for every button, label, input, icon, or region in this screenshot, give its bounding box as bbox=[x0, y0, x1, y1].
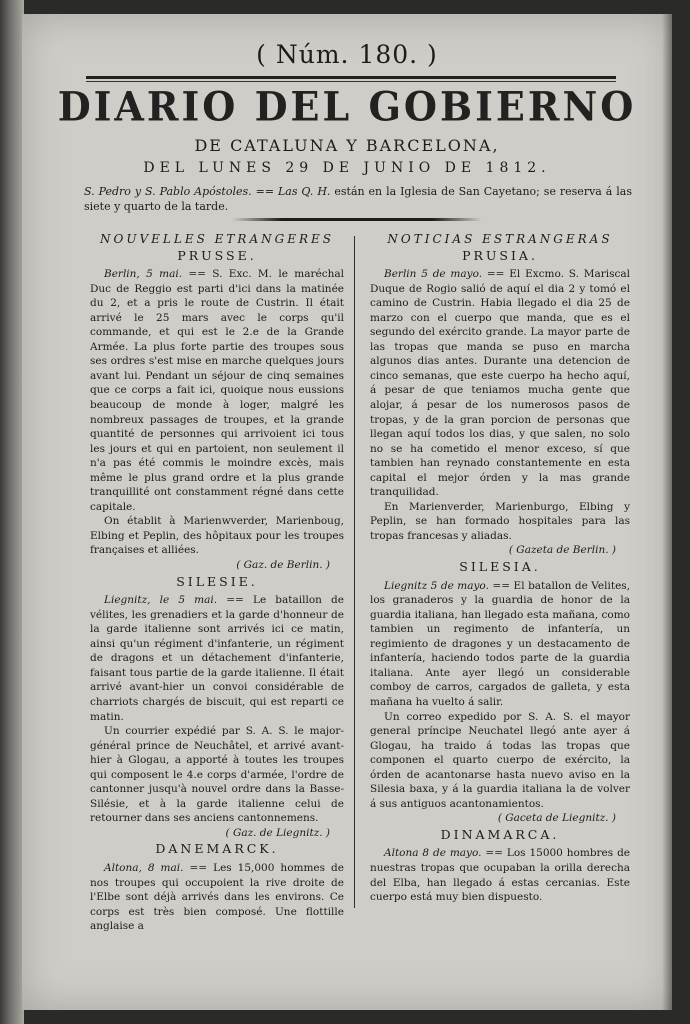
notice-separator: == bbox=[251, 185, 278, 198]
article-paragraph bbox=[370, 710, 630, 812]
section-title: DINAMARCA. bbox=[440, 826, 560, 842]
article-dateline: Liegnitz 5 de mayo. bbox=[384, 579, 489, 592]
article-dateline: Berlin, 5 mai. bbox=[104, 268, 183, 281]
right-column-spanish bbox=[370, 228, 630, 905]
article-paragraph bbox=[90, 724, 344, 826]
article-text: == Los 15000 hombres de nuestras tropas que ocupaban la orilla derecha del Elba, han llegado á estas cercanias. Este cuerpo está muy bien dispuesto. bbox=[370, 847, 630, 904]
article-text: == Le bataillon de vélites, les grenadiers et la garde d'honneur de la garde italienne sont arrivés ici ce matin, ainsi qu'un régiment d'infanterie, un régiment de dragons et un détachement d'infanterie, faisant tous partie de la garde italienne. Il était arrivé avant-hier un convoi considérable de charriots chargés de biscuit, qui est reparti ce matin. bbox=[90, 594, 344, 723]
article-source: ( Gaceta de Liegnitz. ) bbox=[497, 812, 616, 825]
notice-saints: S. Pedro y S. Pablo Apóstoles. bbox=[84, 185, 252, 198]
article-paragraph bbox=[90, 593, 344, 724]
article-paragraph bbox=[370, 500, 630, 544]
notice-forty-hours: Las Q. H. bbox=[277, 185, 331, 198]
article-dateline: Altona, 8 mai. bbox=[104, 861, 184, 874]
right-column-heading: NOTICIAS ESTRANGERAS bbox=[387, 232, 613, 246]
article-text: Un correo expedido por S. A. S. el mayor general príncipe Neuchatel llegó ante ayer á Glogau, ha traido á todas las tropas que componen el quarto cuerpo de exército, la órden de acantonarse hasta nuevo aviso en la Silesia baxa, y á la guardia italiana la de volver á sus antiguos acantonamientos. bbox=[370, 710, 630, 810]
article-paragraph bbox=[90, 861, 344, 934]
newspaper-page bbox=[22, 14, 672, 1010]
header-rule-top-thin bbox=[86, 81, 616, 82]
issue-number: ( Núm. 180. ) bbox=[256, 40, 438, 69]
article-source: ( Gaz. de Liegnitz. ) bbox=[225, 826, 330, 839]
article-paragraph bbox=[370, 267, 630, 500]
notice-text: están en la Iglesia de San Cayetano; se reserva á las siete y quarto de la tarde. bbox=[84, 185, 633, 213]
article-paragraph bbox=[370, 579, 630, 710]
article-source: ( Gazeta de Berlin. ) bbox=[508, 544, 616, 557]
article-text: Un courrier expédié par S. A. S. le major-général prince de Neuchâtel, et arrivé avant-hier à Glogau, a apporté à toutes les troupes qui composent le 4.e corps d'armée, l'ordre de cantonner jusqu'à nouvel ordre dans la Basse-Silésie, et à la garde italienne celui de retourner dans ses anciens cantonnemens. bbox=[90, 725, 344, 825]
section-title: SILESIA. bbox=[459, 559, 541, 575]
ornamental-divider bbox=[232, 218, 482, 221]
header-rule-top bbox=[86, 76, 616, 79]
religious-notice bbox=[84, 184, 632, 214]
article-source: ( Gaz. de Berlin. ) bbox=[236, 559, 330, 572]
article-paragraph bbox=[370, 846, 630, 904]
article-text: == El Excmo. S. Mariscal Duque de Rogio salió de aquí el dia 2 y tomó el camino de Custrin. Habia llegado el dia 25 de marzo con el cuerpo que manda, que es el segundo del exército grande. La mayor parte de las tropas que manda se puso en marcha algunos dias antes. Durante una detencion de cinco semanas, que este cuerpo ha hecho aquí, á pesar de que teniamos mucha gente que alojar, á pesar de los numerosos pasos de tropas, y de la gran porcion de personas que llegan aquí todos los dias, y que salen, no solo no se ha cometido el menor exceso, sí que tambien han reynado constantemente en esta capital el mejor órden y la mas grande tranquilidad. bbox=[370, 268, 630, 499]
section-title: DANEMARCK. bbox=[155, 841, 279, 857]
left-column-french bbox=[90, 228, 344, 934]
book-spine bbox=[0, 0, 24, 1024]
issue-date: DEL LUNES 29 DE JUNIO DE 1812. bbox=[143, 160, 551, 176]
newspaper-subtitle: DE CATALUNA Y BARCELONA, bbox=[194, 136, 500, 155]
section-title: PRUSSE. bbox=[177, 247, 257, 263]
article-paragraph bbox=[90, 514, 344, 558]
right-column-sections bbox=[370, 249, 630, 905]
left-column-heading: NOUVELLES ETRANGERES bbox=[100, 232, 334, 246]
article-text: On établit à Marienwverder, Marienboug, Elbing et Peplin, des hôpitaux pour les troupes françaises et alliées. bbox=[90, 515, 344, 557]
section-title: PRUSIA. bbox=[462, 247, 538, 263]
article-dateline: Berlin 5 de mayo. bbox=[384, 268, 483, 281]
article-dateline: Liegnitz, le 5 mai. bbox=[104, 594, 218, 607]
article-dateline: Altona 8 de mayo. bbox=[384, 847, 482, 860]
article-text: == El batallon de Velites, los granaderos y la guardia de honor de la guardia italiana, han llegado esta mañana, como tambien un regimento de infantería, un regimiento de dragones y un destacamento de infantería, haciendo todos parte de la guardia italiana. Ante ayer llegó un considerable comboy de carros, cargados de galleta, y esta mañana ha vuelto á salir. bbox=[370, 579, 631, 708]
section-title: SILESIE. bbox=[176, 573, 258, 589]
article-text: == S. Exc. M. le maréchal Duc de Reggio est parti d'ici dans la matinée du 2, et a pris le route de Custrin. Il était arrivé le 25 mars avec le corps qu'il commande, et qui est le 2.e de la Grande Armée. La plus forte partie des troupes sous ses ordres s'est mise en marche quelques jours avant lui. Pendant un séjour de cinq semaines que ce corps a fait ici, quoique nous eussions beaucoup de monde à loger, malgré les nombreux passages de troupes, et la grande quantité de personnes qui arrivoient ici tous les jours et qui en partoient, non seulement il n'a pas été commis le moindre excès, mais même le plus grand ordre et la plus grande tranquillité ont constamment régné dans cette capitale. bbox=[90, 268, 344, 513]
column-rule bbox=[354, 236, 355, 908]
article-text: == Les 15,000 hommes de nos troupes qui occupoient la rive droite de l'Elbe sont déjà arrivés dans les environs. Ce corps est très bien composé. Une flottille anglaise a bbox=[90, 861, 344, 933]
newspaper-title: DIARIO DEL GOBIERNO bbox=[57, 82, 637, 131]
article-text: En Marienverder, Marienburgo, Elbing y Peplin, se han formado hospitales para las tropas francesas y aliadas. bbox=[370, 500, 630, 542]
article-paragraph bbox=[90, 267, 344, 514]
left-column-sections bbox=[90, 249, 344, 934]
